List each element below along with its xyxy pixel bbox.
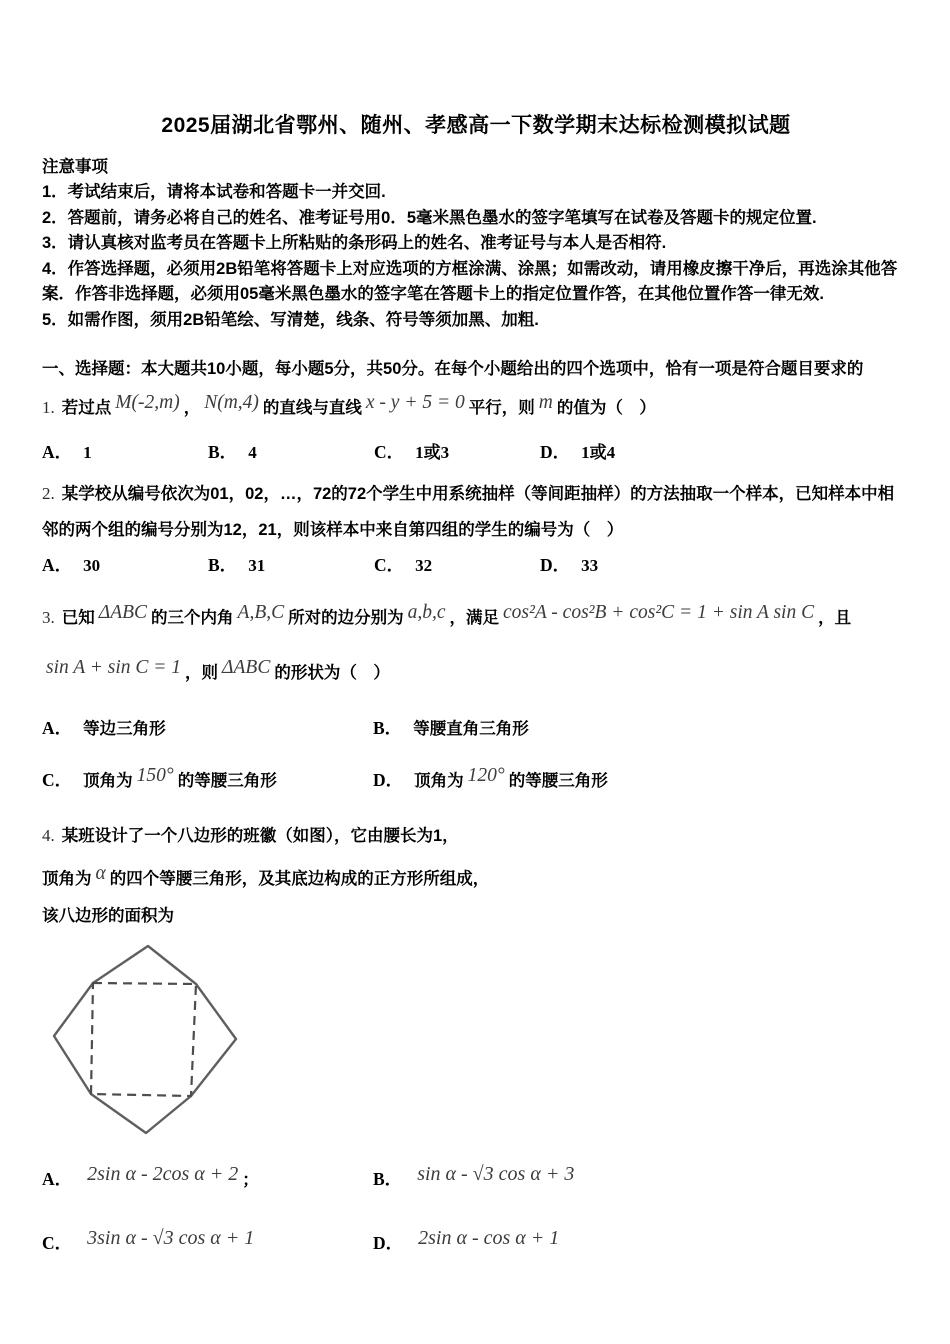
q4-text-3: 的四个等腰三角形，及其底边构成的正方形所组成，: [109, 870, 490, 888]
q3-text-2: 的三个内角: [151, 609, 234, 627]
question-4-stem-line-2: [42, 855, 910, 898]
q4-option-b-formula: sin α - √3 cos α + 3: [417, 1163, 575, 1185]
q3-math-sin-sum: sin A + sin C = 1: [46, 657, 182, 678]
q1-text-4: 的值为（ ）: [556, 399, 656, 417]
question-2-stem: [42, 476, 910, 548]
q3-option-d: [373, 758, 910, 799]
q2-option-d-letter: D．: [540, 555, 571, 575]
q4-text-2: 顶角为: [42, 870, 92, 888]
q2-option-d-value: 33: [581, 556, 599, 575]
q1-option-c-letter: C．: [374, 442, 405, 462]
q4-option-a-letter: A．: [42, 1169, 73, 1189]
question-2-number: 2.: [42, 484, 55, 503]
question-2-options: [42, 552, 910, 577]
q4-text-4: 该八边形的面积为: [42, 907, 174, 925]
octagon-outline: [54, 946, 236, 1133]
octagon-badge-svg: [46, 939, 246, 1141]
question-4-stem-line-3: [42, 898, 910, 935]
q3-text-1: 已知: [61, 609, 95, 627]
inner-square-dashed: [91, 983, 196, 1096]
q2-text: 某学校从编号依次为01，02，…，72的72个学生中用系统抽样（等间距抽样）的方法抽取一个样本，已知样本中相邻的两个组的编号分别为12，21，则该样本中来自第四组的学生的编号为（ ）: [42, 485, 895, 539]
q3-option-c: [42, 758, 373, 799]
question-4-number: 4.: [42, 826, 55, 845]
q3-option-b: [373, 709, 910, 744]
q1-option-a: [42, 439, 208, 464]
q1-option-d-value: 1或4: [581, 443, 616, 462]
q3-option-d-letter: D．: [373, 770, 404, 790]
q4-option-c-formula: 3sin α - √3 cos α + 1: [87, 1227, 255, 1249]
q3-option-d-angle: 120°: [467, 765, 505, 786]
question-1-stem: [42, 381, 910, 430]
q3-option-c-angle: 150°: [136, 765, 174, 786]
q4-option-a: [42, 1154, 373, 1200]
notice-heading: 注意事项: [42, 158, 108, 176]
question-4-stem-line-1: [42, 817, 910, 855]
question-3-stem-line-1: [42, 591, 910, 640]
notice-item-1: 1．考试结束后，请将本试卷和答题卡一并交回.: [42, 183, 386, 201]
q1-math-point-m: M(-2,m): [115, 392, 180, 413]
q2-option-a-letter: A．: [42, 555, 73, 575]
question-4-options-cd: [42, 1218, 910, 1264]
q4-option-d-formula: 2sin α - cos α + 1: [418, 1227, 560, 1249]
q3-math-triangle-2: ΔABC: [222, 657, 271, 678]
q1-option-b-letter: B．: [208, 442, 238, 462]
q3-option-d-post: 的等腰三角形: [508, 772, 608, 790]
section-1-heading: 一、选择题：本大题共10小题，每小题5分，共50分。在每个小题给出的四个选项中，恰有一项是符合题目要求的: [42, 360, 864, 378]
q1-option-a-letter: A．: [42, 442, 73, 462]
q4-option-d: [373, 1218, 910, 1264]
q2-option-a-value: 30: [83, 556, 101, 575]
q2-option-d: [540, 552, 910, 577]
q3-text-6: ，则: [185, 664, 219, 682]
q4-math-alpha: α: [95, 863, 106, 884]
q2-option-c-letter: C．: [374, 555, 405, 575]
q3-option-d-text: 顶角为: [414, 772, 464, 790]
q2-option-c-value: 32: [415, 556, 433, 575]
q4-option-c: [42, 1218, 373, 1264]
q3-option-c-text: 顶角为: [83, 772, 133, 790]
q3-option-c-letter: C．: [42, 770, 73, 790]
q3-math-cos-identity: cos²A - cos²B + cos²C = 1 + sin A sin C: [503, 602, 815, 623]
q4-option-a-formula: 2sin α - 2cos α + 2: [87, 1163, 239, 1185]
q3-option-b-letter: B．: [373, 718, 403, 738]
q2-option-b-letter: B．: [208, 555, 238, 575]
notice-item-2: 2．答题前，请务必将自己的姓名、准考证号用0．5毫米黑色墨水的签字笔填写在试卷及答题卡的规定位置.: [42, 208, 817, 227]
question-1-number: 1.: [42, 398, 55, 417]
q3-math-sides: a,b,c: [407, 602, 446, 623]
question-3-number: 3.: [42, 608, 55, 627]
q3-option-a-letter: A．: [42, 718, 73, 738]
q4-option-b-letter: B．: [373, 1169, 403, 1189]
q4-option-d-letter: D．: [373, 1233, 404, 1253]
q1-option-c-value: 1或3: [415, 443, 450, 462]
q3-option-c-post: 的等腰三角形: [177, 772, 277, 790]
q1-option-a-value: 1: [83, 443, 92, 462]
q3-text-4: ，满足: [449, 609, 500, 627]
q1-text-1: 若过点: [61, 399, 112, 417]
q1-option-b-value: 4: [248, 443, 257, 462]
notice-item-5: 5．如需作图，须用2B铅笔绘、写清楚，线条、符号等须加黑、加粗.: [42, 310, 539, 329]
question-3-options-ab: [42, 709, 910, 744]
q2-option-b-value: 31: [248, 556, 266, 575]
q3-text-5: ，且: [818, 609, 852, 627]
q3-math-triangle-1: ΔABC: [98, 602, 148, 623]
question-4-options-ab: [42, 1154, 910, 1200]
q1-comma: ，: [183, 399, 201, 417]
exam-title: 2025届湖北省鄂州、随州、孝感高一下数学期末达标检测模拟试题: [161, 114, 791, 137]
q1-math-line-eq: x - y + 5 = 0: [365, 392, 465, 413]
q3-option-b-text: 等腰直角三角形: [413, 720, 529, 738]
q3-math-angles: A,B,C: [237, 602, 285, 623]
q1-option-d: [540, 438, 910, 464]
q4-option-c-letter: C．: [42, 1233, 73, 1253]
q3-text-7: 的形状为（ ）: [274, 664, 390, 682]
q2-option-a: [42, 552, 208, 577]
notice-item-3: 3．请认真核对监考员在答题卡上所粘贴的条形码上的姓名、准考证号与本人是否相符.: [42, 234, 667, 252]
q2-option-c: [374, 552, 540, 577]
octagon-badge-figure: [46, 939, 910, 1146]
q1-math-point-n: N(m,4): [204, 392, 259, 413]
q4-text-1: 某班设计了一个八边形的班徽（如图），它由腰长为1，: [61, 827, 459, 845]
question-1-options: [42, 438, 910, 464]
q1-option-d-letter: D．: [540, 442, 571, 462]
q3-text-3: 所对的边分别为: [288, 609, 404, 627]
q1-option-b: [208, 439, 374, 464]
q4-option-a-suffix: ；: [242, 1171, 259, 1189]
q1-text-2: 的直线与直线: [262, 399, 362, 417]
q3-option-a-text: 等边三角形: [83, 720, 166, 738]
question-3-options-cd: [42, 758, 910, 799]
q1-text-3: 平行，则: [468, 399, 535, 417]
question-3-stem-line-2: [42, 646, 910, 695]
q3-option-a: [42, 709, 373, 744]
q1-math-m: m: [538, 392, 553, 413]
q1-option-c: [374, 438, 540, 464]
q4-option-b: [373, 1154, 910, 1200]
q2-option-b: [208, 552, 374, 577]
notice-item-4: 4．作答选择题，必须用2B铅笔将答题卡上对应选项的方框涂满、涂黑；如需改动，请用橡皮擦干净后，再选涂其他答案．作答非选择题，必须用05毫米黑色墨水的签字笔在答题卡上的指定位置作答，在其他位置作答一律无效.: [42, 259, 898, 303]
